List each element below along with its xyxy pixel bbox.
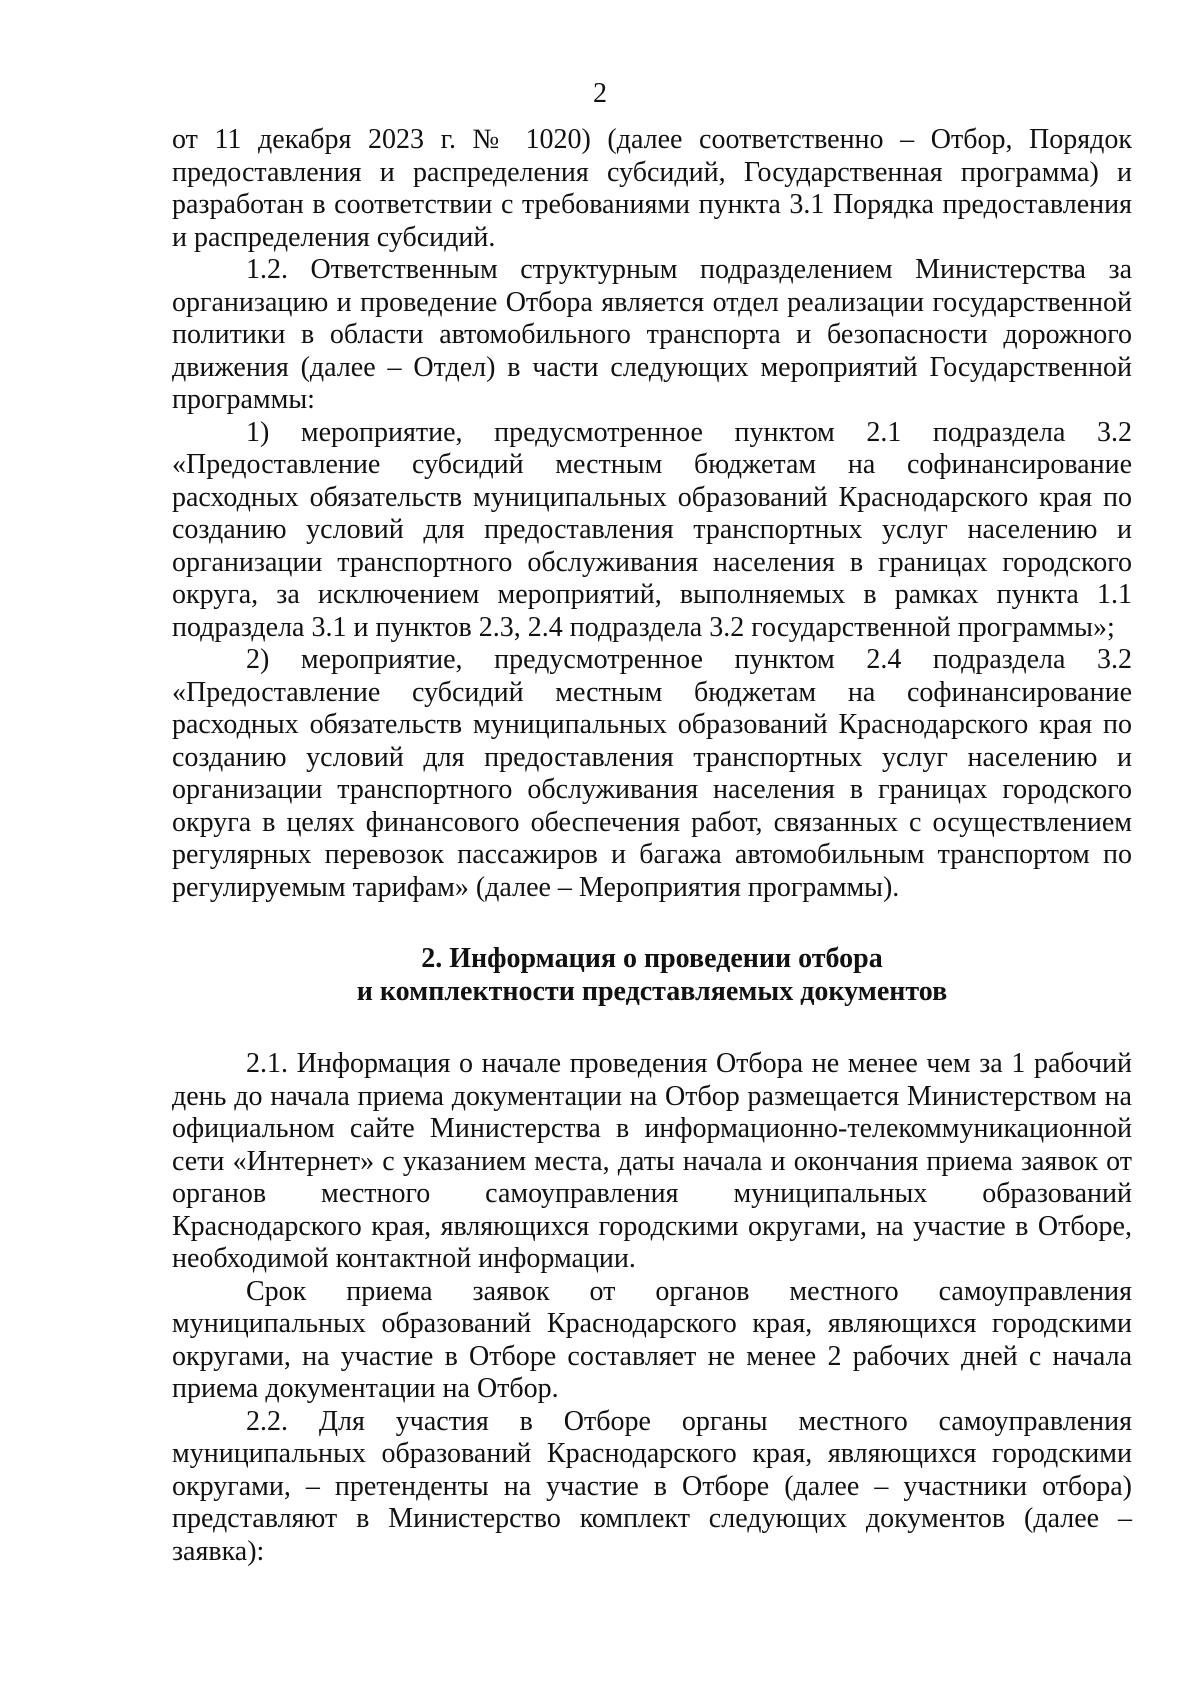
paragraph-2-2: 2.2. Для участия в Отборе органы местного самоуправления муниципальных образований Краснодарского края, являющихся городскими округами, – претенденты на участие в Отборе (далее – участники отбора) представляют в Министерство комплект следующих документов (далее – заявка): (172, 1405, 1132, 1567)
section-heading-line-1: 2. Информация о проведении отбора (421, 943, 883, 974)
document-body (172, 124, 1132, 1568)
paragraph-deadline: Срок приема заявок от органов местного самоуправления муниципальных образований Краснодарского края, являющихся городскими округами, на участие в Отборе составляет не менее 2 рабочих дней с начала приема документации на Отбор. (172, 1275, 1132, 1404)
section-heading (172, 942, 1132, 1008)
paragraph-continuation: от 11 декабря 2023 г. № 1020) (далее соответственно – Отбор, Порядок предоставления и распределения субсидий, Государственная программа) и разработан в соответствии с требованиями пункта 3.1 Порядка предоставления и распределения субсидий. (172, 124, 1132, 253)
section-heading-line-2: и комплектности представляемых документов (356, 976, 948, 1007)
paragraph-1-2: 1.2. Ответственным структурным подразделением Министерства за организацию и проведение Отбора является отдел реализации государственной политики в области автомобильного транспорта и безопасности дорожного движения (далее – Отдел) в части следующих мероприятий Государственной программы: (172, 254, 1132, 415)
paragraph-item-1: 1) мероприятие, предусмотренное пунктом 2.1 подраздела 3.2 «Предоставление субсидий местным бюджетам на софинансирование расходных обязательств муниципальных образований Краснодарского края по созданию условий для предоставления транспортных услуг населению и организации транспортного обслуживания населения в границах городского округа, за исключением мероприятий, выполняемых в рамках пункта 1.1 подраздела 3.1 и пунктов 2.3, 2.4 подраздела 3.2 государственной программы»; (172, 416, 1132, 643)
page-number: 2 (593, 78, 607, 109)
paragraph-item-2: 2) мероприятие, предусмотренное пунктом 2.4 подраздела 3.2 «Предоставление субсидий местным бюджетам на софинансирование расходных обязательств муниципальных образований Краснодарского края по созданию условий для предоставления транспортных услуг населению и организации транспортного обслуживания населения в границах городского округа в целях финансового обеспечения работ, связанных с осуществлением регулярных перевозок пассажиров и багажа автомобильным транспортом по регулируемым тарифам» (далее – Мероприятия программы). (172, 644, 1132, 903)
paragraph-2-1: 2.1. Информация о начале проведения Отбора не менее чем за 1 рабочий день до начала приема документации на Отбор размещается Министерством на официальном сайте Министерства в информационно-телекоммуникационной сети «Интернет» с указанием места, даты начала и окончания приема заявок от органов местного самоуправления муниципальных образований Краснодарского края, являющихся городскими округами, на участие в Отборе, необходимой контактной информации. (172, 1048, 1132, 1274)
